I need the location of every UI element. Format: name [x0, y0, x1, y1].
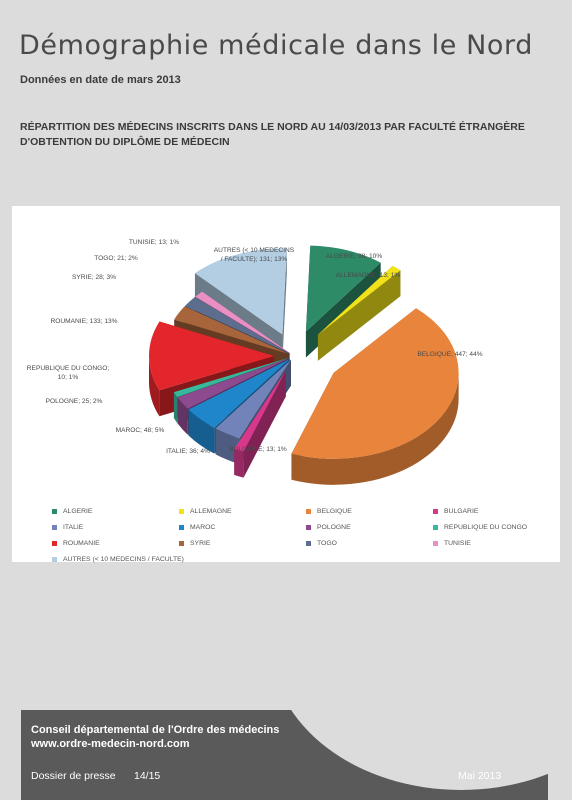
- pie-slice-label: POLOGNE; 25; 2%: [45, 398, 103, 405]
- legend-label: ROUMANIE: [63, 539, 100, 547]
- legend-swatch: [433, 509, 438, 514]
- pie-slice-label: ROUMANIE; 133; 13%: [50, 318, 118, 325]
- legend-swatch: [433, 541, 438, 546]
- pie-slice-rim: [174, 392, 177, 423]
- chart-heading-line1: RÉPARTITION DES MÉDECINS INSCRITS DANS LE NORD AU 14/03/2013 PAR FACULTÉ ÉTRANGÈRE: [20, 121, 525, 133]
- legend-item: [306, 520, 433, 534]
- footer-page-number: 14/15: [134, 770, 161, 782]
- legend-swatch: [306, 509, 311, 514]
- legend-label: SYRIE: [190, 539, 211, 547]
- page-subtitle: Données en date de mars 2013: [20, 74, 181, 86]
- pie-slice-label: REPUBLIQUE DU CONGO; 10; 1%: [26, 365, 110, 381]
- chart-heading: [20, 120, 560, 150]
- legend-item: [179, 536, 306, 550]
- page-title: Démographie médicale dans le Nord: [19, 30, 534, 61]
- chart-legend: [52, 504, 552, 566]
- legend-swatch: [179, 525, 184, 530]
- pie-slice-label: BELGIQUE; 447; 44%: [417, 351, 483, 358]
- legend-item: [52, 552, 306, 566]
- legend-label: BELGIQUE: [317, 507, 352, 515]
- legend-label: TUNISIE: [444, 539, 471, 547]
- footer-dossier-label: Dossier de presse: [31, 770, 116, 782]
- chart-heading-line2: D'OBTENTION DU DIPLÔME DE MÉDECIN: [20, 136, 230, 148]
- legend-label: AUTRES (< 10 MEDECINS / FACULTE): [63, 555, 184, 563]
- legend-item: [52, 520, 179, 534]
- footer-org-name: Conseil départemental de l'Ordre des médecins: [31, 724, 280, 736]
- legend-label: ITALIE: [63, 523, 84, 531]
- legend-item: [52, 504, 179, 518]
- pie-slice-rim: [234, 449, 243, 478]
- legend-label: REPUBLIQUE DU CONGO: [444, 523, 528, 531]
- legend-swatch: [179, 509, 184, 514]
- legend-swatch: [52, 509, 57, 514]
- chart-panel: [12, 206, 560, 562]
- pie-slice-label: ITALIE; 36; 4%: [166, 448, 210, 455]
- legend-item: [179, 520, 306, 534]
- legend-swatch: [306, 525, 311, 530]
- legend-swatch: [179, 541, 184, 546]
- legend-swatch: [306, 541, 311, 546]
- legend-item: [433, 504, 560, 518]
- legend-item: [306, 504, 433, 518]
- legend-item: [52, 536, 179, 550]
- footer-date: Mai 2013: [458, 770, 502, 782]
- pie-slice-label: MAROC; 48; 5%: [115, 427, 165, 434]
- legend-swatch: [52, 557, 57, 562]
- pie-slice-label: TOGO; 21; 2%: [94, 255, 138, 262]
- pie-slice-label: SYRIE; 28; 3%: [72, 274, 116, 281]
- pie-slice-label: AUTRES (< 10 MEDECINS / FACULTE); 131; 13%: [213, 247, 295, 263]
- legend-label: ALLEMAGNE: [190, 507, 232, 515]
- pie-slice-label: ALGERIE; 98; 10%: [325, 253, 383, 260]
- legend-item: [433, 520, 560, 534]
- legend-label: POLOGNE: [317, 523, 351, 531]
- footer: [21, 710, 548, 800]
- legend-item: [179, 504, 306, 518]
- legend-item: [433, 536, 560, 550]
- footer-decorative-arc: [271, 710, 548, 790]
- legend-swatch: [52, 541, 57, 546]
- legend-label: TOGO: [317, 539, 337, 547]
- pie-slice-label: ALLEMAGNE; 13; 1%: [335, 272, 401, 279]
- legend-label: ALGERIE: [63, 507, 93, 515]
- legend-swatch: [433, 525, 438, 530]
- footer-website: www.ordre-medecin-nord.com: [31, 738, 190, 750]
- legend-item: [306, 536, 433, 550]
- legend-label: MAROC: [190, 523, 216, 531]
- legend-label: BULGARIE: [444, 507, 479, 515]
- pie-slice-label: TUNISIE; 13; 1%: [128, 239, 180, 246]
- legend-swatch: [52, 525, 57, 530]
- pie-slice-label: BULGARIE; 13; 1%: [229, 446, 287, 453]
